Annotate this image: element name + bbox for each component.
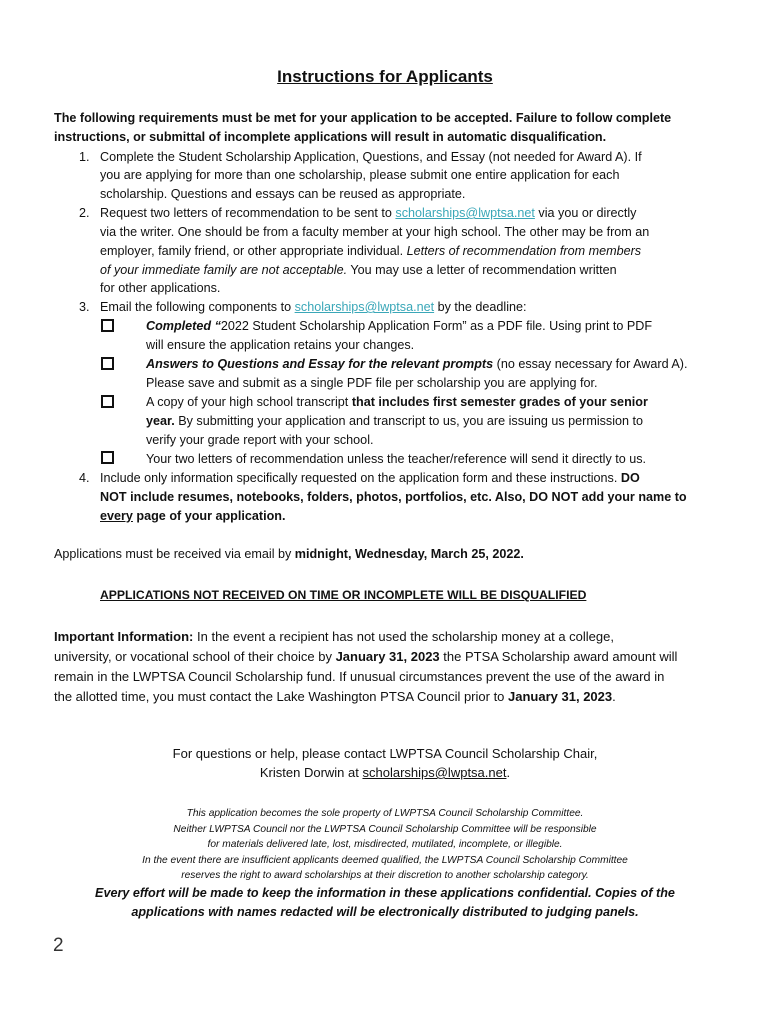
item-2-line-4-italic: of your immediate family are not acceptable. xyxy=(100,263,348,277)
checklist-3-text: A copy of your high school transcript xyxy=(146,395,352,409)
checklist-1-line-1 xyxy=(146,317,652,335)
important-line-2-end: the PTSA Scholarship award amount will xyxy=(439,649,678,664)
deadline-text: Applications must be received via email by xyxy=(54,547,295,561)
contact-line-2 xyxy=(0,764,770,782)
important-line-1 xyxy=(54,627,614,646)
contact-email-link[interactable]: scholarships@lwptsa.net xyxy=(362,765,507,780)
item-2-line-3-italic: Letters of recommendation from members xyxy=(406,244,642,258)
item-4-text: Include only information specifically requested on the application form and these instructions. xyxy=(100,471,621,485)
item-4-line-1 xyxy=(100,469,640,487)
important-line-2-text: university, or vocational school of their choice by xyxy=(54,649,336,664)
confidentiality-line-2: applications with names redacted will be electronically distributed to judging panels. xyxy=(131,905,639,919)
checkbox-application-form[interactable] xyxy=(101,319,114,332)
important-line-3: remain in the LWPTSA Council Scholarship fund. If unusual circumstances prevent the use of the award in xyxy=(54,669,665,684)
intro-line-1: The following requirements must be met for your application to be accepted. Failure to follow complete xyxy=(54,111,672,125)
item-2-line-3 xyxy=(100,242,641,260)
checklist-3-line-2-bold: year. xyxy=(146,414,175,428)
item-2-line-1 xyxy=(100,204,636,222)
important-label: Important Information: xyxy=(54,629,194,644)
confidentiality-line-1: Every effort will be made to keep the information in these applications confidential. Copies of the xyxy=(95,886,675,900)
item-1-line-1: Complete the Student Scholarship Application, Questions, and Essay (not needed for Award A). If xyxy=(100,150,642,164)
intro-line-2: instructions, or submittal of incomplete applications will result in automatic disqualification. xyxy=(54,130,607,144)
item-4-line-2: NOT include resumes, notebooks, folders, photos, portfolios, etc. Also, DO NOT add your name to xyxy=(100,490,687,504)
checklist-2-line-1 xyxy=(146,355,688,373)
checklist-2-bold: Answers to Questions and Essay for the relevant prompts xyxy=(146,357,494,371)
item-1-line-2: you are applying for more than one scholarship, please submit one entire application for each xyxy=(100,168,620,182)
item-4-line-3 xyxy=(100,507,285,525)
page-number: 2 xyxy=(53,935,64,956)
item-2-line-2: via the writer. One should be from a faculty member at your high school. The other may be from an xyxy=(100,225,650,239)
checklist-3-line-2 xyxy=(146,412,643,430)
item-3-text: Email the following components to xyxy=(100,300,295,314)
item-2-line-4 xyxy=(100,261,617,279)
contact-end: . xyxy=(506,765,511,780)
item-1-line-3: scholarship. Questions and essays can be reused as appropriate. xyxy=(100,187,466,201)
contact-text: Kristen Dorwin at xyxy=(259,765,363,780)
checkbox-recommendations[interactable] xyxy=(101,451,114,464)
important-date: January 31, 2023 xyxy=(335,649,440,664)
disclaimer-line-1: This application becomes the sole property of LWPTSA Council Scholarship Committee. xyxy=(186,808,584,819)
deadline-line xyxy=(54,545,524,563)
item-4-line-3-text: page of your application. xyxy=(132,509,286,523)
checklist-2-text: (no essay necessary for Award A). xyxy=(493,357,688,371)
checklist-3-line-3: verify your grade report with your school. xyxy=(146,433,374,447)
checkbox-questions-essay[interactable] xyxy=(101,357,114,370)
item-3-number: 3. xyxy=(79,300,90,314)
item-2-line-5: for other applications. xyxy=(100,281,221,295)
important-date-2: January 31, 2023 xyxy=(508,689,613,704)
important-line-2 xyxy=(54,647,677,666)
contact-line-1: For questions or help, please contact LWPTSA Council Scholarship Chair, xyxy=(172,746,598,761)
disclaimer-line-4: In the event there are insufficient applicants deemed qualified, the LWPTSA Council Scholarship Committee xyxy=(142,855,628,866)
email-link[interactable]: scholarships@lwptsa.net xyxy=(395,206,535,220)
checklist-1-text: 2022 Student Scholarship Application Form” as a PDF file. Using print to PDF xyxy=(220,319,653,333)
important-text: In the event a recipient has not used the scholarship money at a college, xyxy=(193,629,614,644)
deadline-date: midnight, Wednesday, March 25, 2022. xyxy=(294,547,524,561)
item-2-text: Request two letters of recommendation to be sent to xyxy=(100,206,396,220)
checklist-1-line-2: will ensure the application retains your changes. xyxy=(146,338,415,352)
item-4-number: 4. xyxy=(79,471,90,485)
checkbox-transcript[interactable] xyxy=(101,395,114,408)
item-3-text-end: by the deadline: xyxy=(434,300,527,314)
checklist-2-line-2: Please save and submit as a single PDF file per scholarship you are applying for. xyxy=(146,376,598,390)
item-2-number: 2. xyxy=(79,206,90,220)
checklist-3-bold: that includes first semester grades of your senior xyxy=(351,395,648,409)
item-2-line-3-text: employer, family friend, or other appropriate individual. xyxy=(100,244,407,258)
item-4-underlined: every xyxy=(100,509,133,523)
item-1-number: 1. xyxy=(79,150,90,164)
checklist-3-line-1 xyxy=(146,393,648,411)
important-line-4-end: . xyxy=(612,689,616,704)
important-line-4 xyxy=(54,687,616,706)
checklist-3-line-2-text: By submitting your application and transcript to us, you are issuing us permission to xyxy=(174,414,644,428)
checklist-4-line-1: Your two letters of recommendation unless the teacher/reference will send it directly to us. xyxy=(146,452,647,466)
checklist-1-bold: Completed “ xyxy=(146,319,221,333)
page-title: Instructions for Applicants xyxy=(277,67,493,86)
item-4-bold: DO xyxy=(620,471,640,485)
disqualification-warning: APPLICATIONS NOT RECEIVED ON TIME OR INCOMPLETE WILL BE DISQUALIFIED xyxy=(100,588,587,602)
item-2-text-end: via you or directly xyxy=(534,206,637,220)
item-3-line-1 xyxy=(100,298,527,316)
item-2-line-4-text: You may use a letter of recommendation written xyxy=(347,263,617,277)
disclaimer-line-5: reserves the right to award scholarships at their discretion to another scholarship category. xyxy=(181,870,589,881)
disclaimer-line-3: for materials delivered late, lost, misdirected, mutilated, incomplete, or illegible. xyxy=(207,839,563,850)
email-link[interactable]: scholarships@lwptsa.net xyxy=(294,300,435,314)
important-line-4-text: the allotted time, you must contact the Lake Washington PTSA Council prior to xyxy=(54,689,509,704)
disclaimer-line-2: Neither LWPTSA Council nor the LWPTSA Council Scholarship Committee will be responsible xyxy=(173,824,597,835)
